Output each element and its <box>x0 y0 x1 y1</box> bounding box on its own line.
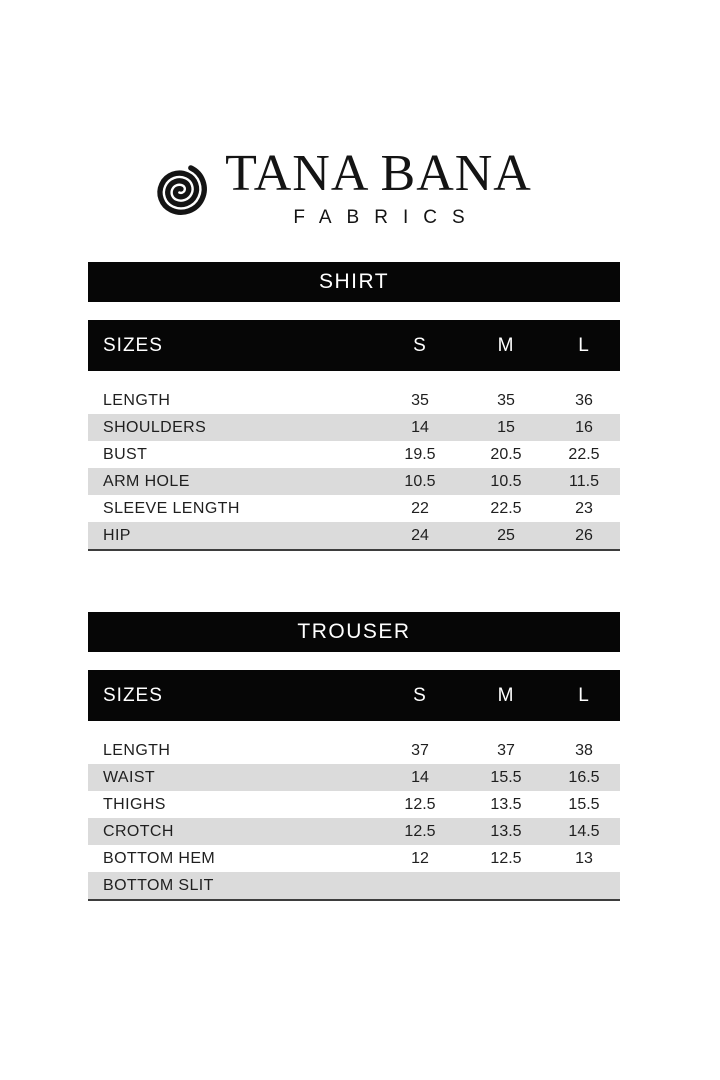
cell-value: 14 <box>411 768 429 786</box>
cell-value: 12.5 <box>490 849 522 867</box>
cell-value: 13.5 <box>490 822 522 840</box>
cell-value: 14.5 <box>568 822 600 840</box>
cell-value: 22.5 <box>568 445 600 463</box>
table-row <box>88 791 620 818</box>
column-header-m: M <box>497 684 515 706</box>
table-rows <box>88 737 620 901</box>
row-label: BOTTOM HEM <box>103 849 216 867</box>
column-header-l: L <box>578 684 590 706</box>
cell-value: 15.5 <box>568 795 600 813</box>
cell-value: 20.5 <box>490 445 522 463</box>
row-label: LENGTH <box>103 741 171 759</box>
cell-value: 15.5 <box>490 768 522 786</box>
column-header-s: S <box>413 334 427 356</box>
brand-subtitle: FABRICS <box>293 207 480 228</box>
cell-value: 37 <box>497 741 515 759</box>
cell-value: 35 <box>497 391 515 409</box>
brand-logo <box>0 0 701 229</box>
brand-text <box>225 145 532 229</box>
table-section-shirt <box>88 262 620 551</box>
cell-value: 19.5 <box>404 445 436 463</box>
cell-value: 10.5 <box>404 472 436 490</box>
row-label: SHOULDERS <box>103 418 207 436</box>
table-row <box>88 872 620 899</box>
row-label: BOTTOM SLIT <box>103 876 214 894</box>
cell-value: 16 <box>575 418 593 436</box>
cell-value: 13.5 <box>490 795 522 813</box>
cell-value: 25 <box>497 526 515 544</box>
sizes-label: SIZES <box>103 334 163 356</box>
table-title-bar: TROUSER <box>88 612 620 652</box>
table-rows <box>88 387 620 551</box>
row-label: SLEEVE LENGTH <box>103 499 240 517</box>
cell-value: 12.5 <box>404 795 436 813</box>
cell-value: 23 <box>575 499 593 517</box>
table-row <box>88 845 620 872</box>
row-label: ARM HOLE <box>103 472 190 490</box>
table-section-trouser <box>88 612 620 901</box>
cell-value: 22.5 <box>490 499 522 517</box>
cell-value: 26 <box>575 526 593 544</box>
cell-value: 11.5 <box>569 472 599 490</box>
cell-value: 22 <box>411 499 429 517</box>
spiral-icon <box>150 158 212 220</box>
table-header-bar <box>88 320 620 371</box>
cell-value: 13 <box>575 849 593 867</box>
column-header-s: S <box>413 684 427 706</box>
cell-value: 16.5 <box>568 768 600 786</box>
brand-name: TANA BANA <box>225 145 532 202</box>
row-label: BUST <box>103 445 148 463</box>
row-label: HIP <box>103 526 131 544</box>
row-label: THIGHS <box>103 795 166 813</box>
table-row <box>88 522 620 549</box>
column-header-l: L <box>578 334 590 356</box>
table-header-bar <box>88 670 620 721</box>
cell-value: 12.5 <box>404 822 436 840</box>
cell-value: 35 <box>411 391 429 409</box>
cell-value: 14 <box>411 418 429 436</box>
table-row <box>88 387 620 414</box>
cell-value: 36 <box>575 391 593 409</box>
cell-value: 37 <box>411 741 429 759</box>
size-charts <box>88 262 620 901</box>
cell-value: 10.5 <box>490 472 522 490</box>
table-row <box>88 495 620 522</box>
cell-value: 24 <box>411 526 429 544</box>
row-label: CROTCH <box>103 822 174 840</box>
row-label: LENGTH <box>103 391 171 409</box>
table-row <box>88 441 620 468</box>
table-row <box>88 764 620 791</box>
table-row <box>88 818 620 845</box>
table-title-bar: SHIRT <box>88 262 620 302</box>
cell-value: 12 <box>411 849 429 867</box>
table-row <box>88 737 620 764</box>
table-row <box>88 468 620 495</box>
sizes-label: SIZES <box>103 684 163 706</box>
cell-value: 38 <box>575 741 593 759</box>
row-label: WAIST <box>103 768 156 786</box>
column-header-m: M <box>497 334 515 356</box>
table-row <box>88 414 620 441</box>
cell-value: 15 <box>497 418 515 436</box>
